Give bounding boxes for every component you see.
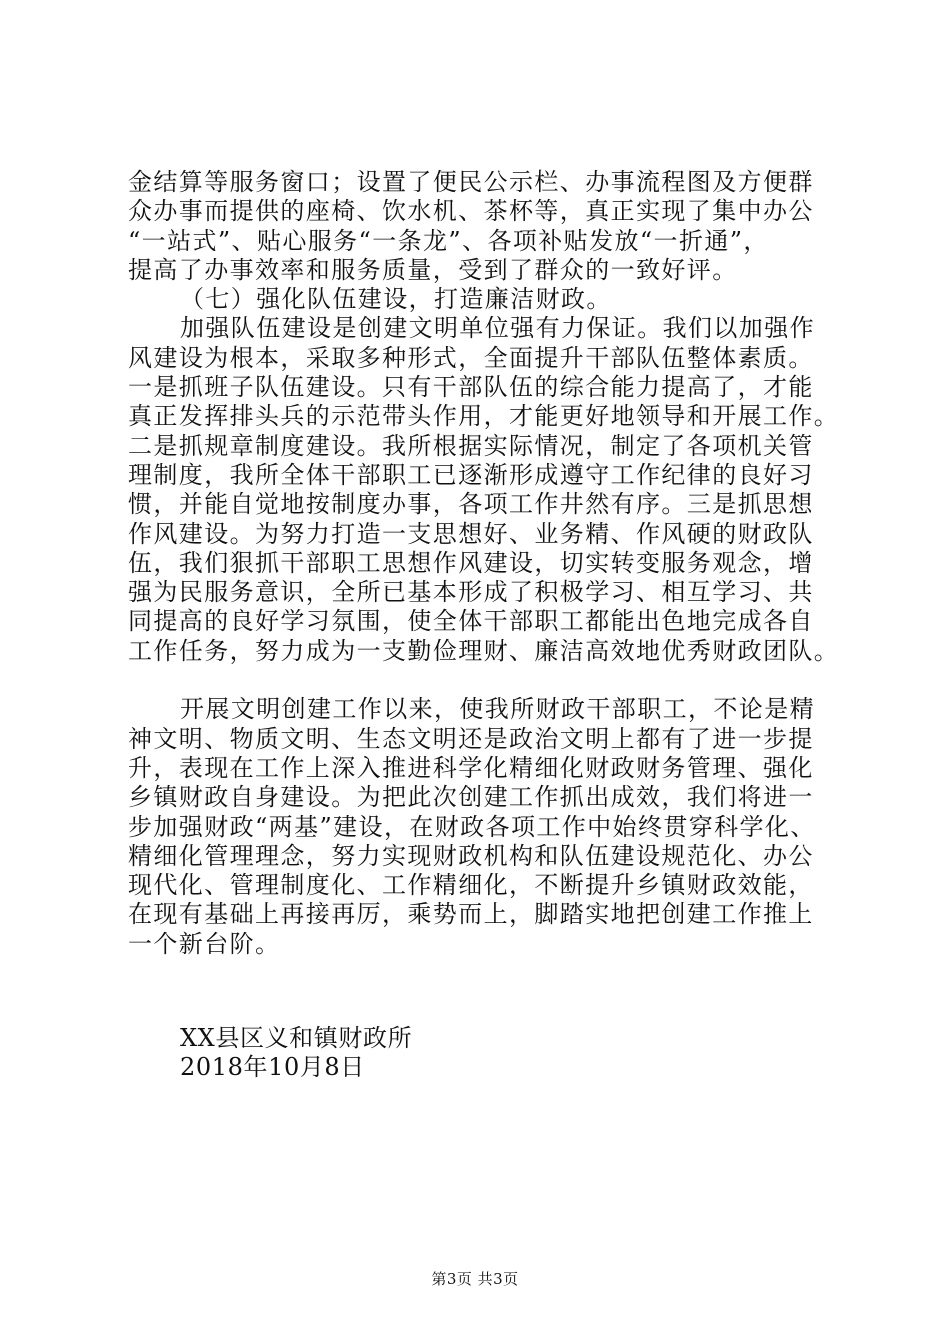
paragraph-spacer	[128, 666, 834, 695]
text-line: 惯，并能自觉地按制度办事，各项工作井然有序。三是抓思想	[128, 490, 814, 519]
text-line: 理制度，我所全体干部职工已逐渐形成遵守工作纪律的良好习	[128, 460, 814, 489]
text-line: 强为民服务意识，全所已基本形成了积极学习、相互学习、共	[128, 578, 814, 607]
text-line: 在现有基础上再接再厉，乘势而上，脚踏实地把创建工作推上	[128, 900, 814, 929]
signature-organization: XX县区义和镇财政所	[180, 1024, 413, 1052]
text-line: 精细化管理理念，努力实现财政机构和队伍建设规范化、办公	[128, 841, 814, 870]
paragraph-team-building	[128, 314, 840, 666]
document-body	[128, 168, 840, 959]
text-line: 提高了办事效率和服务质量，受到了群众的一致好评。	[128, 255, 738, 284]
text-line: 真正发挥排头兵的示范带头作用，才能更好地领导和开展工作。	[128, 402, 840, 431]
text-line: 升，表现在工作上深入推进科学化精细化财政财务管理、强化	[128, 753, 814, 782]
text-line: 加强队伍建设是创建文明单位强有力保证。我们以加强作	[180, 314, 815, 343]
paragraph-conclusion	[128, 695, 834, 959]
text-line: 伍，我们狠抓干部职工思想作风建设，切实转变服务观念，增	[128, 548, 814, 577]
text-line: 步加强财政“两基”建设，在财政各项工作中始终贯穿科学化、	[128, 812, 816, 841]
text-line: 金结算等服务窗口；设置了便民公示栏、办事流程图及方便群	[128, 168, 814, 196]
signature-date: 2018年10月8日	[180, 1053, 365, 1082]
text-line: 工作任务，努力成为一支勤俭理财、廉洁高效地优秀财政团队。	[128, 636, 840, 665]
paragraph-service-window	[128, 168, 834, 285]
text-line: 一个新台阶。	[128, 929, 281, 958]
text-line: 一是抓班子队伍建设。只有干部队伍的综合能力提高了，才能	[128, 373, 814, 402]
text-line: “一站式”、贴心服务“一条龙”、各项补贴发放“一折通”，	[128, 226, 769, 255]
text-line: 作风建设。为努力打造一支思想好、业务精、作风硬的财政队	[128, 519, 814, 548]
section-heading: （七）强化队伍建设，打造廉洁财政。	[180, 285, 612, 314]
text-line: 乡镇财政自身建设。为把此次创建工作抓出成效，我们将进一	[128, 783, 814, 812]
text-line: 风建设为根本，采取多种形式，全面提升干部队伍整体素质。	[128, 343, 814, 372]
signature-block	[180, 1024, 412, 1083]
page-footer: 第3页 共3页	[431, 1270, 519, 1288]
text-line: 现代化、管理制度化、工作精细化，不断提升乡镇财政效能，	[128, 871, 814, 900]
text-line: 开展文明创建工作以来，使我所财政干部职工，不论是精	[180, 695, 815, 724]
text-line: 二是抓规章制度建设。我所根据实际情况，制定了各项机关管	[128, 431, 814, 460]
text-line: 同提高的良好学习氛围，使全体干部职工都能出色地完成各自	[128, 607, 814, 636]
text-line: 神文明、物质文明、生态文明还是政治文明上都有了进一步提	[128, 724, 814, 753]
text-line: 众办事而提供的座椅、饮水机、茶杯等，真正实现了集中办公	[128, 197, 814, 226]
